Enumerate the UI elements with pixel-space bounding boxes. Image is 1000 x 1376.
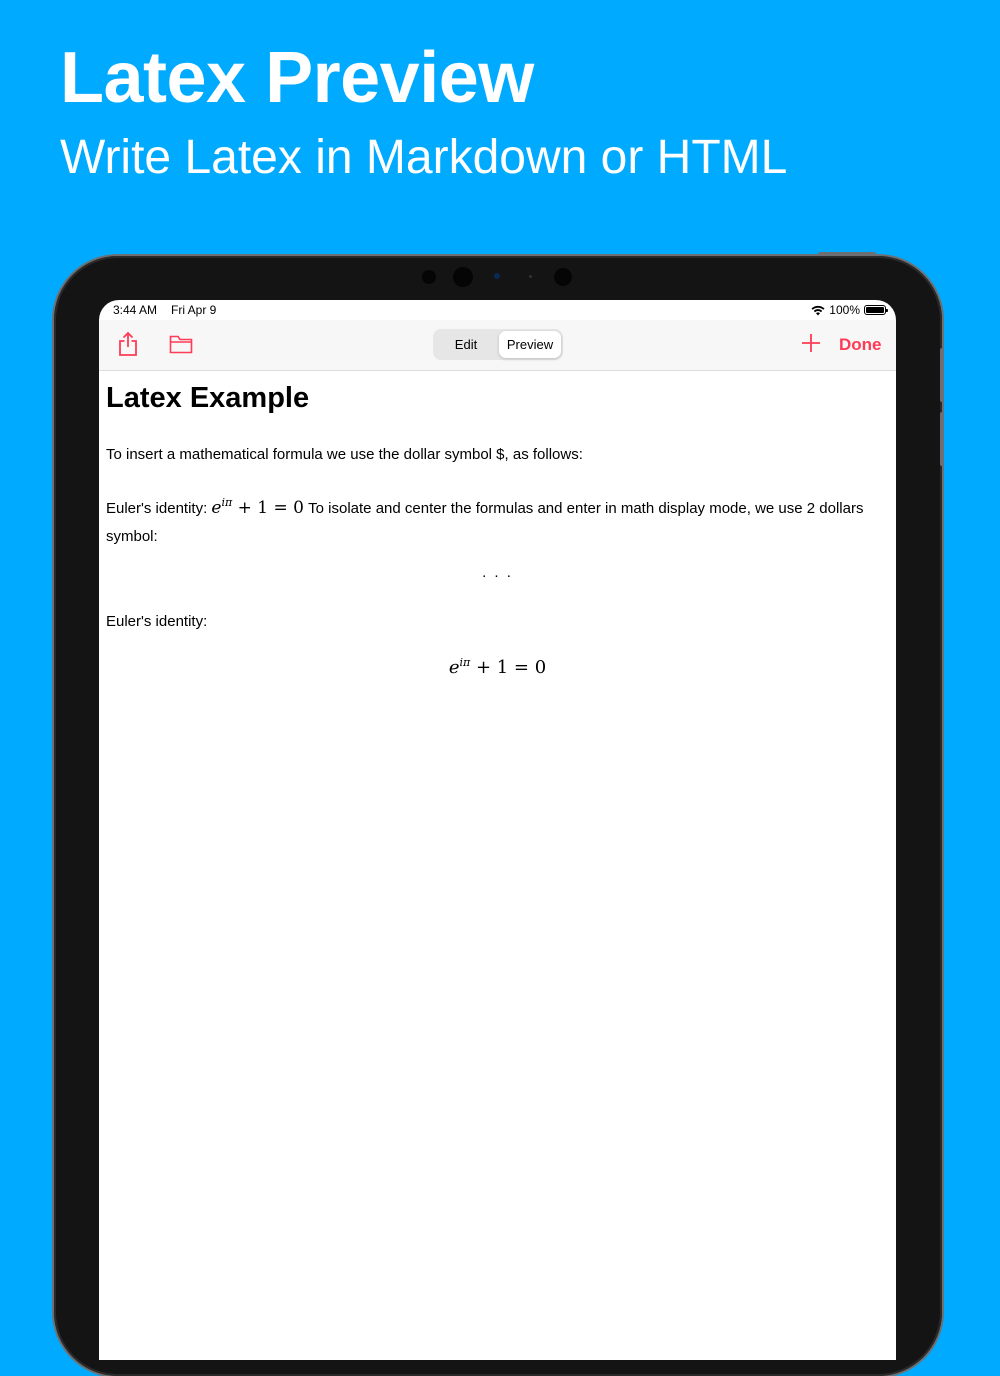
volume-down-button [940, 412, 944, 466]
share-icon[interactable] [118, 331, 138, 357]
inline-formula-base: e [211, 498, 222, 518]
segment-edit[interactable]: Edit [454, 337, 478, 352]
display-formula-exponent: iπ [459, 656, 471, 669]
inline-formula-rest: + 1 = 0 [237, 498, 304, 518]
segment-preview[interactable]: Preview [499, 331, 561, 358]
inline-formula-exponent: iπ [221, 496, 233, 509]
status-right [811, 303, 886, 317]
inline-formula [211, 498, 304, 518]
inline-suffix: To isolate and center the formulas and enter in math display mode, we use 2 dollars [308, 500, 864, 517]
document-title: Latex Example [106, 382, 310, 414]
paragraph-display-label: Euler's identity: [106, 613, 208, 630]
camera-lens [453, 267, 473, 287]
view-mode-segmented-control [433, 329, 563, 360]
app-screen [99, 300, 896, 1360]
toolbar [99, 320, 896, 371]
display-formula-base: e [448, 657, 460, 678]
camera-sensor [494, 273, 500, 279]
status-date: Fri Apr 9 [171, 303, 217, 317]
battery-percent: 100% [829, 303, 860, 317]
display-math-ellipsis: . . . [482, 564, 513, 581]
top-button [818, 252, 876, 256]
paragraph-wrap: symbol: [106, 528, 158, 545]
display-formula [106, 656, 889, 678]
paragraph-intro: To insert a mathematical formula we use the dollar symbol $, as follows: [106, 446, 583, 463]
display-formula-rest: + 1 = 0 [475, 657, 547, 678]
camera-dot-2 [554, 268, 572, 286]
status-time: 3:44 AM [113, 303, 158, 317]
folder-icon[interactable] [169, 335, 193, 354]
status-bar [99, 300, 896, 320]
camera-sensor-2 [529, 275, 532, 278]
hero-subtitle: Write Latex in Markdown or HTML [60, 131, 788, 184]
plus-icon[interactable] [799, 331, 823, 355]
volume-up-button [940, 348, 944, 402]
inline-label: Euler's identity: [106, 500, 208, 517]
battery-icon [864, 305, 886, 315]
camera-dot [422, 270, 436, 284]
wifi-icon [811, 305, 825, 316]
hero-title: Latex Preview [60, 38, 534, 118]
done-button[interactable]: Done [839, 335, 882, 354]
